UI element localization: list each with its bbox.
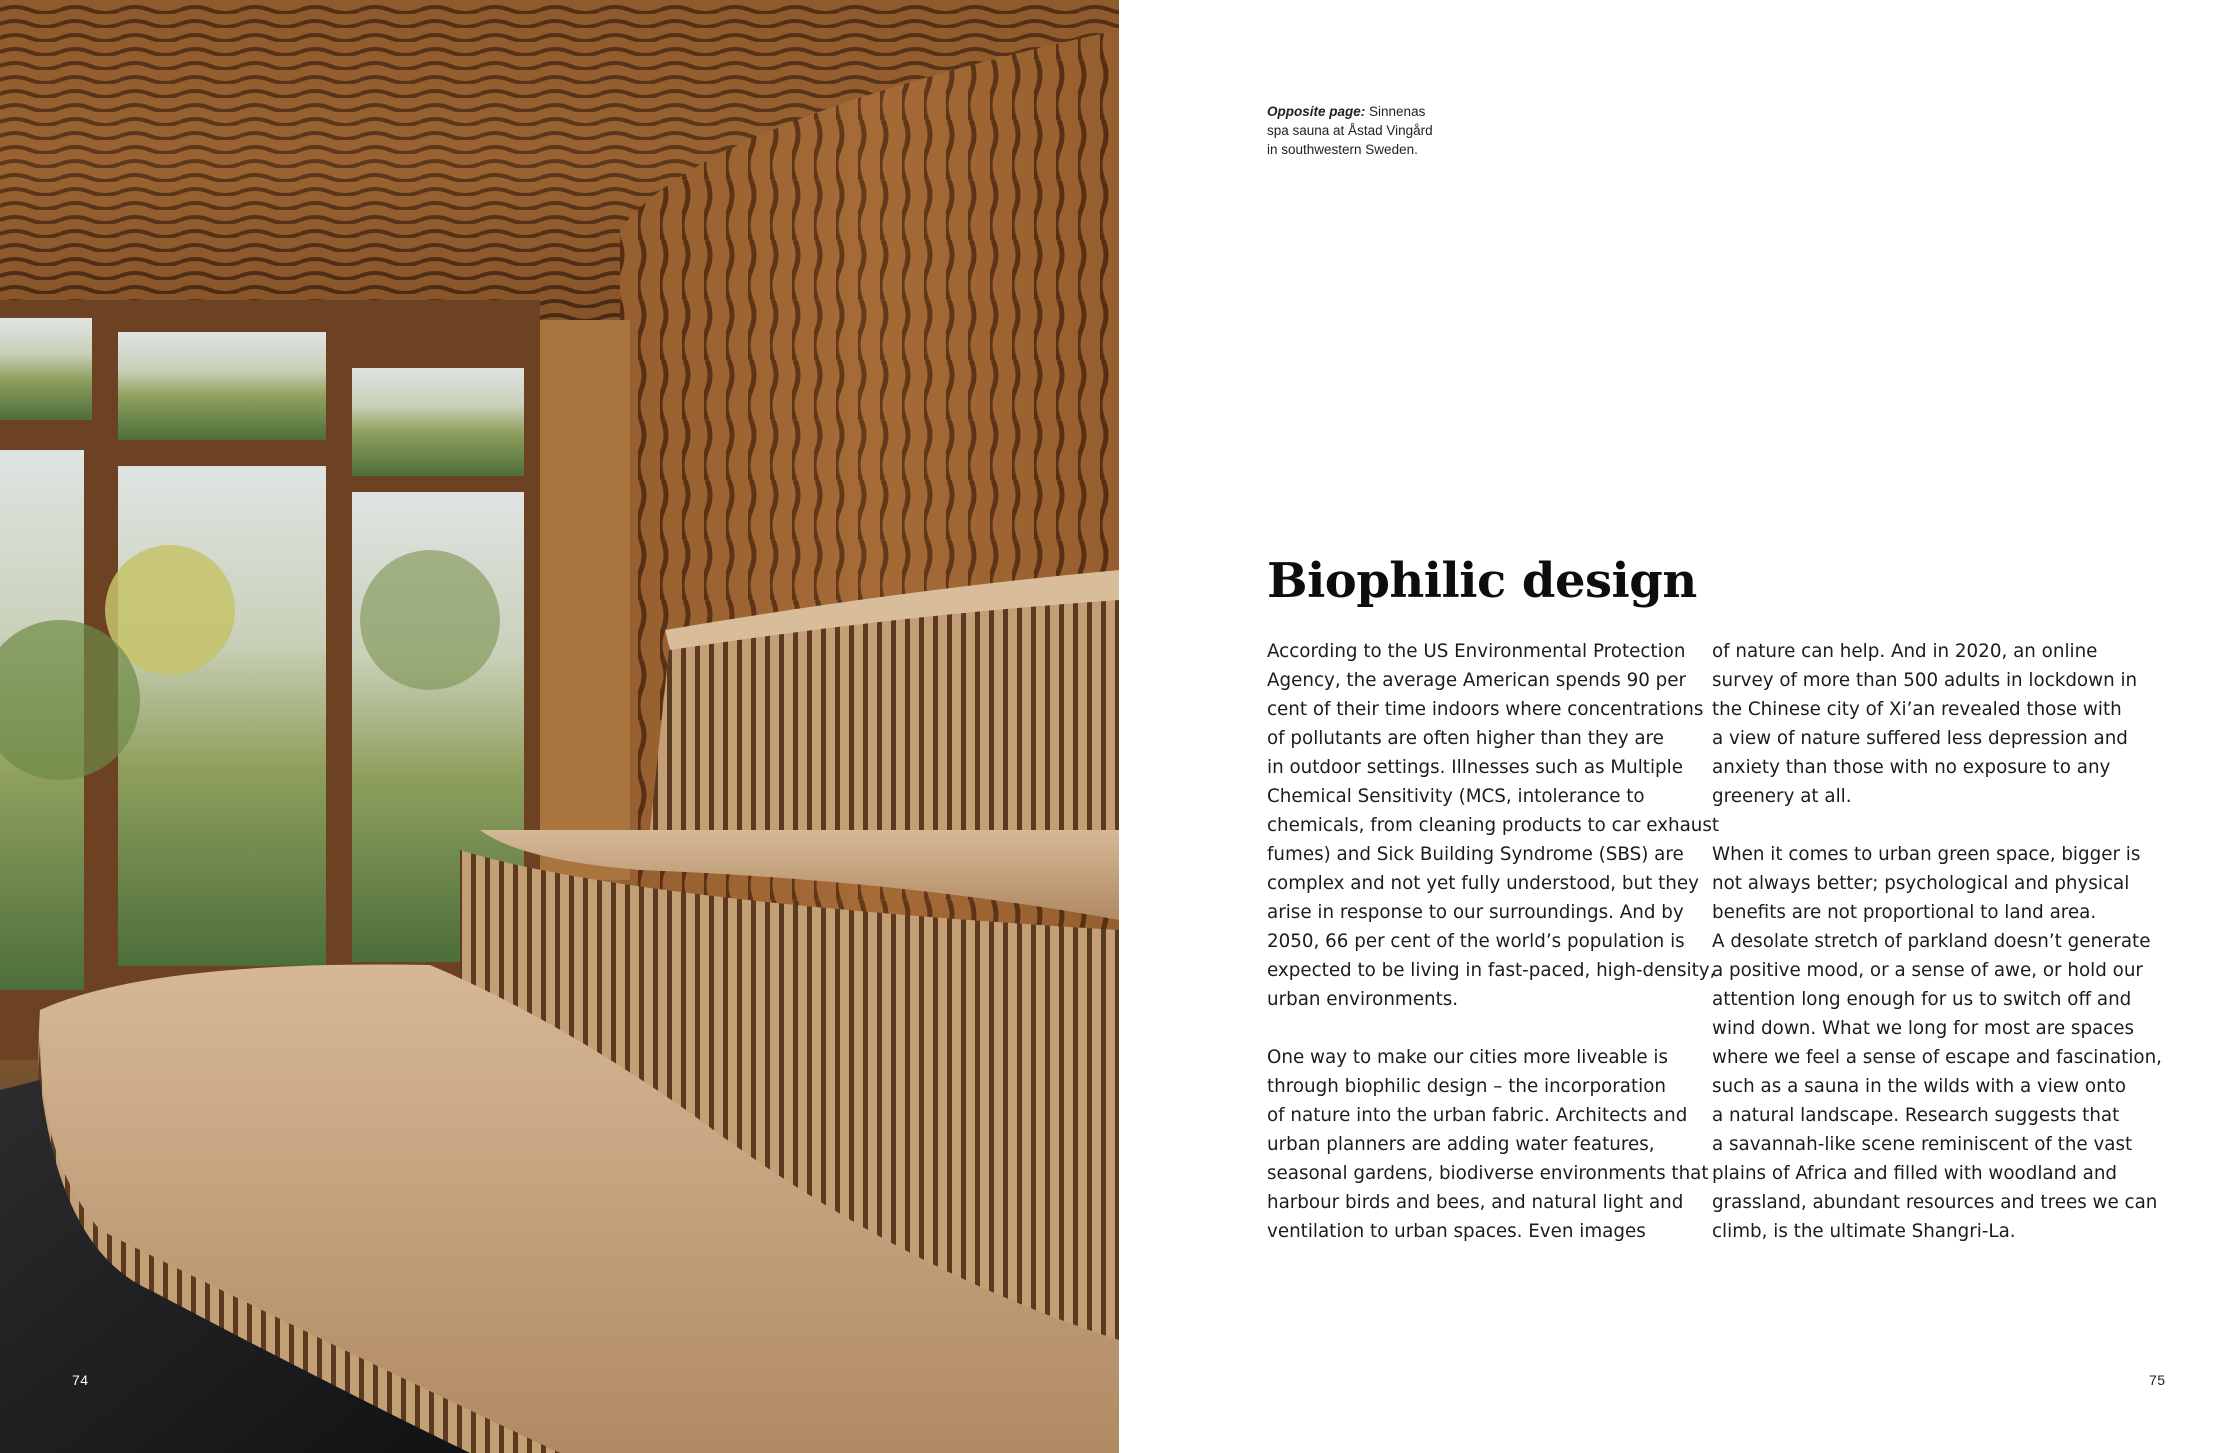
- body-text-line: in outdoor settings. Illnesses such as Multiple: [1267, 757, 1683, 778]
- body-text-line: plains of Africa and filled with woodland and: [1712, 1163, 2118, 1184]
- body-text-line: harbour birds and bees, and natural light and: [1267, 1192, 1684, 1213]
- body-text-line: such as a sauna in the wilds with a view onto: [1712, 1076, 2127, 1097]
- photo-caption: [1267, 102, 1507, 159]
- body-text-line: benefits are not proportional to land area.: [1712, 902, 2097, 923]
- body-text-line: a view of nature suffered less depression and: [1712, 728, 2128, 749]
- body-text-line: chemicals, from cleaning products to car exhaust: [1267, 815, 1720, 836]
- body-text-line: not always better; psychological and physical: [1712, 873, 2130, 894]
- body-text-line: cent of their time indoors where concentrations: [1267, 699, 1704, 720]
- body-text-line: According to the US Environmental Protection: [1267, 641, 1686, 662]
- page-number-left: 74: [72, 1372, 89, 1388]
- body-text-line: wind down. What we long for most are spaces: [1712, 1018, 2135, 1039]
- body-text-line: Agency, the average American spends 90 per: [1267, 670, 1687, 691]
- body-text-line: urban planners are adding water features,: [1267, 1134, 1655, 1155]
- body-text-line: fumes) and Sick Building Syndrome (SBS) are: [1267, 844, 1684, 865]
- body-column-left: [1267, 637, 1720, 1246]
- article-heading: Biophilic design: [1267, 553, 1697, 609]
- caption-line: Sinnenas: [1369, 104, 1426, 119]
- body-text-line: ventilation to urban spaces. Even images: [1267, 1221, 1646, 1242]
- body-text-line: One way to make our cities more liveable is: [1267, 1047, 1668, 1068]
- body-text-line: arise in response to our surroundings. And by: [1267, 902, 1684, 923]
- caption-line: in southwestern Sweden.: [1267, 142, 1418, 157]
- body-text-line: survey of more than 500 adults in lockdown in: [1712, 670, 2138, 691]
- body-text-line: grassland, abundant resources and trees we can: [1712, 1192, 2158, 1213]
- body-text-line: seasonal gardens, biodiverse environments that: [1267, 1163, 1709, 1184]
- paragraph-gap: [1712, 811, 2144, 840]
- body-text-line: Chemical Sensitivity (MCS, intolerance to: [1267, 786, 1645, 807]
- body-text-line: of pollutants are often higher than they are: [1267, 728, 1664, 749]
- body-text-line: 2050, 66 per cent of the world’s population is: [1267, 931, 1685, 952]
- body-text-line: a natural landscape. Research suggests that: [1712, 1105, 2120, 1126]
- body-text-line: attention long enough for us to switch off and: [1712, 989, 2132, 1010]
- body-text-line: anxiety than those with no exposure to any: [1712, 757, 2111, 778]
- body-text-line: A desolate stretch of parkland doesn’t generate: [1712, 931, 2151, 952]
- body-text-line: the Chinese city of Xi’an revealed those with: [1712, 699, 2122, 720]
- caption-line: spa sauna at Åstad Vingård: [1267, 123, 1433, 138]
- body-text-line: through biophilic design – the incorporation: [1267, 1076, 1666, 1097]
- body-text-line: expected to be living in fast-paced, high-density,: [1267, 960, 1716, 981]
- body-text-line: complex and not yet fully understood, but they: [1267, 873, 1699, 894]
- body-text-line: greenery at all.: [1712, 786, 1852, 807]
- caption-lead: Opposite page:: [1267, 104, 1366, 119]
- body-text-line: of nature can help. And in 2020, an online: [1712, 641, 2098, 662]
- body-text-line: where we feel a sense of escape and fascination,: [1712, 1047, 2162, 1068]
- body-text-line: a savannah-like scene reminiscent of the vast: [1712, 1134, 2133, 1155]
- page-number-right: 75: [2149, 1372, 2166, 1388]
- body-text-line: When it comes to urban green space, bigger is: [1712, 844, 2141, 865]
- body-column-right: [1712, 637, 2162, 1246]
- body-text-line: of nature into the urban fabric. Architects and: [1267, 1105, 1688, 1126]
- body-text-line: a positive mood, or a sense of awe, or hold our: [1712, 960, 2143, 981]
- paragraph-gap: [1267, 1014, 1695, 1043]
- body-text-line: urban environments.: [1267, 989, 1459, 1010]
- body-text-line: climb, is the ultimate Shangri-La.: [1712, 1221, 2016, 1242]
